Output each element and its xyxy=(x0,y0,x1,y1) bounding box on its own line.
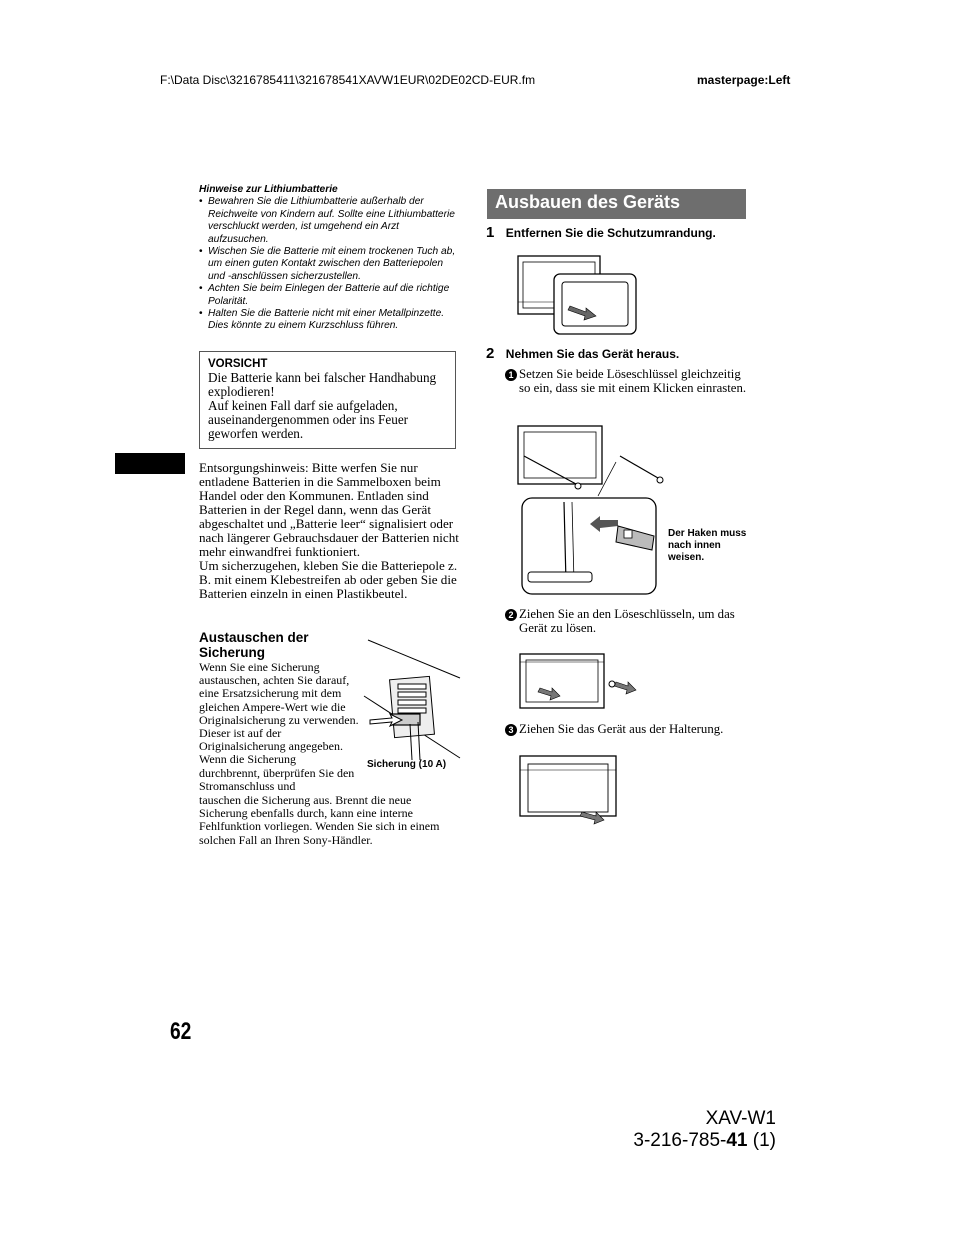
insert-keys-illustration xyxy=(516,422,666,598)
fuse-illustration xyxy=(362,640,462,762)
section-tab-marker xyxy=(115,453,185,474)
part-number-bold: 41 xyxy=(726,1130,748,1151)
hook-note: Der Haken muss nach innen weisen. xyxy=(668,528,747,563)
sub-step-2-text: Ziehen Sie an den Löseschlüsseln, um das Gerät zu lösen. xyxy=(519,607,735,635)
caution-line2: Auf keinen Fall darf sie aufgeladen, auseinandergenommen oder ins Feuer geworfen werden. xyxy=(208,398,409,441)
pull-unit-out-illustration xyxy=(516,752,620,824)
fuse-text-part1: Wenn Sie eine Sicherung austauschen, achten Sie darauf, eine Ersatzsicherung mit dem gleichen Ampere-Wert wie die Originalsicherung zu verwenden. Dieser ist auf der Originalsicherung angegeben. Wenn die Sicherung durchbrennt, überprüfen Sie den Stromanschluss und xyxy=(199,660,359,793)
remove-frame-illustration xyxy=(516,252,640,336)
battery-note-item: • Halten Sie die Batterie nicht mit einer Metallpinzette. Dies könnte zu einem Kurzschluss führen. xyxy=(199,308,461,333)
caution-heading: VORSICHT xyxy=(208,358,268,370)
caution-line1: Die Batterie kann bei falscher Handhabung explodieren! xyxy=(208,370,437,399)
step-1 xyxy=(486,224,716,242)
sub-step-1-marker: 1 xyxy=(505,369,517,381)
battery-notes xyxy=(199,184,461,333)
part-number-suffix: (1) xyxy=(747,1130,776,1151)
model-info xyxy=(633,1108,776,1152)
part-number xyxy=(633,1130,776,1152)
battery-notes-title: Hinweise zur Lithiumbatterie xyxy=(199,184,338,195)
step-2-number: 2 xyxy=(486,345,495,362)
fuse-section-title: Austauschen der Sicherung xyxy=(199,630,309,660)
caution-box xyxy=(199,351,456,449)
model-name: XAV-W1 xyxy=(705,1108,776,1129)
removal-section-title: Ausbauen des Geräts xyxy=(495,192,681,212)
battery-note-item: • Wischen Sie die Batterie mit einem trockenen Tuch ab, um einen guten Kontakt zwischen den Batteriepolen und -anschlüssen sicherzustellen. xyxy=(199,246,461,283)
sub-step-3-marker: 3 xyxy=(505,724,517,736)
masterpage-label: masterpage:Left xyxy=(697,73,791,87)
fuse-text-part2: tauschen die Sicherung aus. Brennt die neue Sicherung ebenfalls durch, kann eine interne Fehlfunktion vorliegen. Wenden Sie sich in einem solchen Fall an Ihren Sony-Händler. xyxy=(199,793,440,847)
removal-section-banner xyxy=(487,189,746,219)
file-path: F:\Data Disc\3216785411\321678541XAVW1EUR\02DE02CD-EUR.fm xyxy=(160,73,536,87)
part-number-prefix: 3-216-785- xyxy=(633,1130,727,1151)
disposal-note xyxy=(199,461,461,601)
sub-step-2-marker: 2 xyxy=(505,609,517,621)
disposal-paragraph-1: Entsorgungshinweis: Bitte werfen Sie nur entladene Batterien in die Sammelboxen beim Handel oder den Kommunen. Entladen sind Batterien in der Regel dann, wenn das Gerät abgeschaltet und „Batterie leer“ signalisiert oder nach längerer Gebrauchsdauer der Batterien nicht mehr einwandfrei funktioniert. xyxy=(199,460,459,559)
fuse-figure-label: Sicherung (10 A) xyxy=(367,759,447,770)
step-2 xyxy=(486,345,679,363)
page-number: 62 xyxy=(170,1018,192,1045)
step-1-text: Entfernen Sie die Schutzumrandung. xyxy=(505,226,716,240)
sub-step-1-text: Setzen Sie beide Löseschlüssel gleichzeitig so ein, dass sie mit einem Klicken einrasten. xyxy=(519,367,747,395)
step-2-text: Nehmen Sie das Gerät heraus. xyxy=(505,347,680,361)
disposal-paragraph-2: Um sicherzugehen, kleben Sie die Batteriepole z. B. mit einem Klebestreifen ab oder geben Sie die Batterien einzeln in einen Plastikbeutel. xyxy=(199,558,458,601)
step-1-number: 1 xyxy=(486,224,495,241)
battery-note-item: • Bewahren Sie die Lithiumbatterie außerhalb der Reichweite von Kindern auf. Sollte eine Lithiumbatterie verschluckt werden, ist umgehend ein Arzt aufzusuchen. xyxy=(199,196,461,246)
sub-step-3-text: Ziehen Sie das Gerät aus der Halterung. xyxy=(519,722,724,736)
pull-keys-illustration xyxy=(516,650,640,712)
battery-note-item: • Achten Sie beim Einlegen der Batterie auf die richtige Polarität. xyxy=(199,283,461,308)
